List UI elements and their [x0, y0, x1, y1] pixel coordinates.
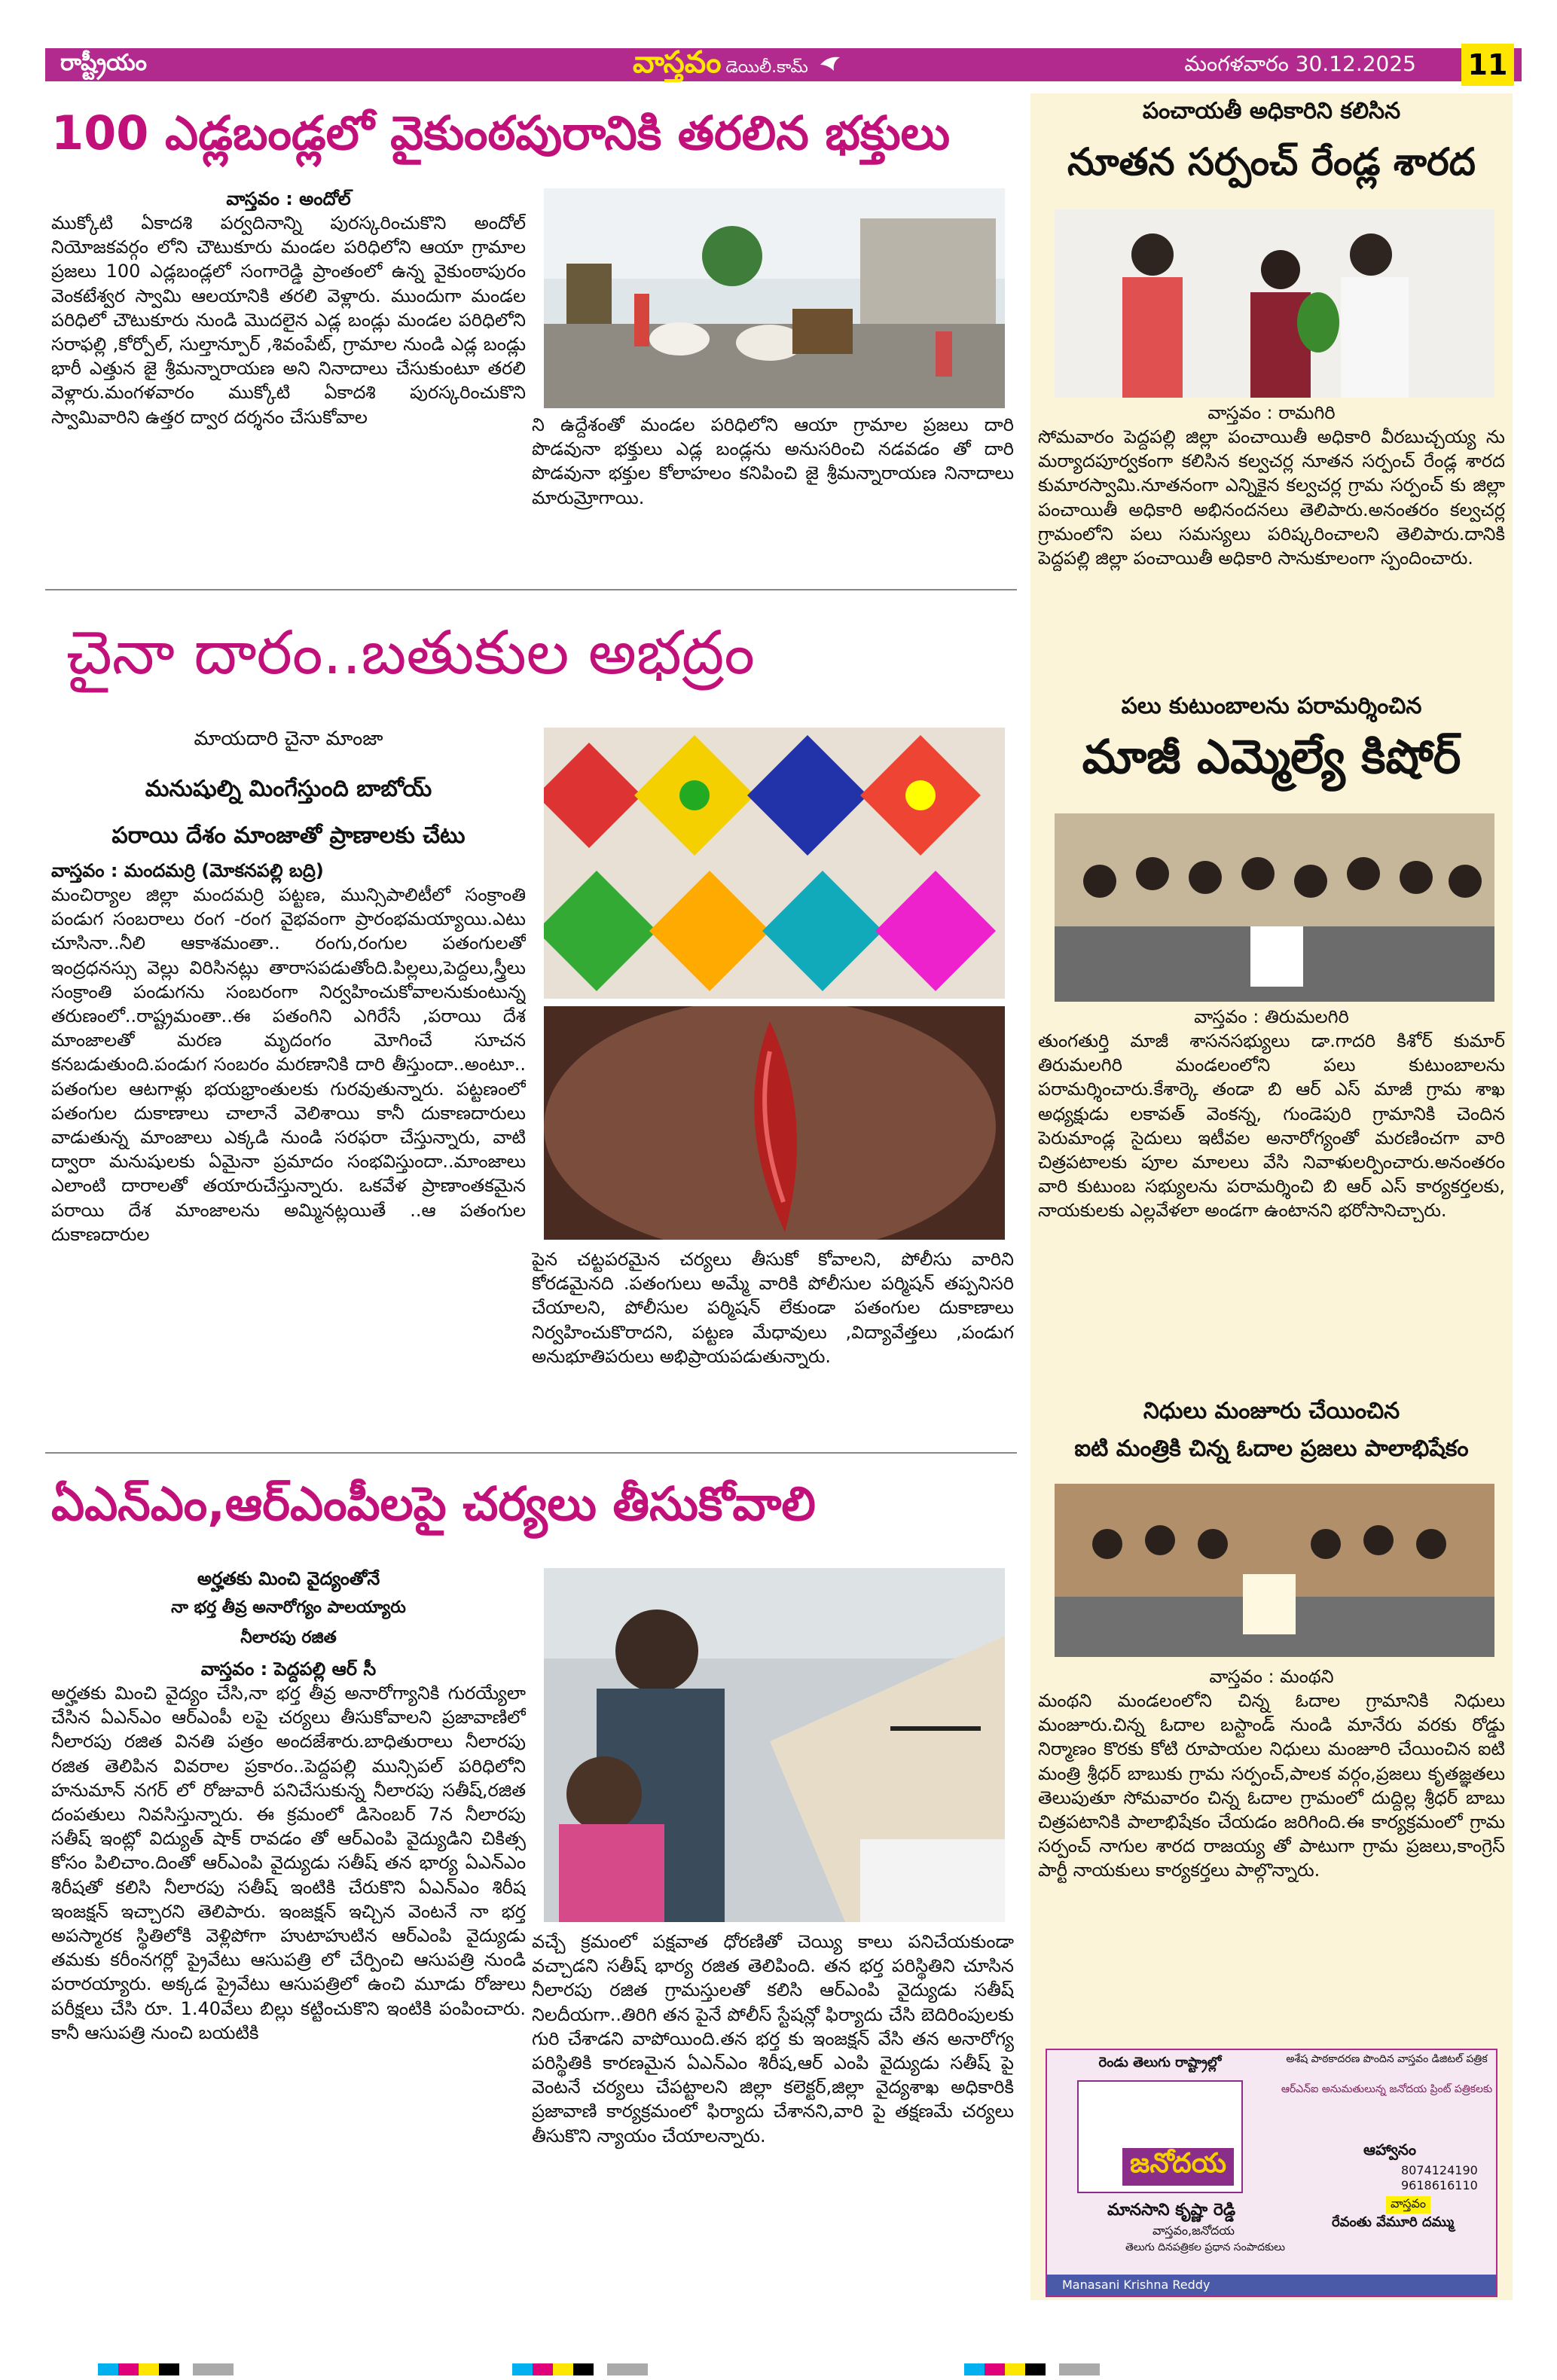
- side1-col: [1038, 401, 1505, 681]
- masthead-logo: [633, 45, 841, 87]
- side3-dateline: వాస్తవం : మంథని: [1209, 1666, 1334, 1687]
- ad-top: రెండు తెలుగు రాష్ట్రాల్లో: [1098, 2055, 1222, 2070]
- palabhishekam-photo: [1055, 1484, 1494, 1657]
- side1-headline: నూతన సర్పంచ్ రేండ్ల శారద: [1067, 140, 1476, 184]
- ad-right1: అశేష పాఠకాదరణ పొందిన వాస్తవం డిజిటల్ పత్రిక: [1286, 2053, 1488, 2065]
- ad-role1: వాస్తవం,జనోదయ: [1152, 2223, 1235, 2238]
- side3-headline: ఐటి మంత్రికి చిన్న ఓదాల ప్రజలు పాలాభిషేకం: [1074, 1436, 1469, 1462]
- story3-col1: [51, 1657, 526, 2305]
- bullock-carts-photo: [544, 188, 1005, 408]
- story1-col2: [532, 413, 1014, 584]
- ad-phone2: 9618616110: [1401, 2178, 1478, 2192]
- story1-dateline: వాస్తవం : అందోల్: [226, 188, 351, 209]
- ad-brand: జనోదయ: [1122, 2148, 1234, 2186]
- logo-sub: డెయిలీ.కామ్: [725, 58, 808, 77]
- story2-dateline: వాస్తవం : మందమర్రి (మోకనపల్లి బద్రి): [51, 860, 324, 881]
- ad-apply: ఆహ్వానం: [1363, 2140, 1416, 2159]
- story1-body1: ముక్కోటి ఏకాదశి పర్వదినాన్ని పురస్కరించుకొని అందోల్ నియోజకవర్గం లోని చౌటుకూరు మండల పరిధిలోని ఆయా గ్రామాల ప్రజలు 100 ఎడ్లబండ్లలో సంగారెడ్డి ప్రాంతంలో ఉన్న వైకుంఠాపురం వెంకటేశ్వర స్వామి ఆలయానికి తరలి వెళ్లారు. ముందుగా మండల పరిధిలో చౌటుకూరు నుండి మొదలైన ఎడ్ల బండ్లు మండల పరిధిలోని సరాఫల్లి ,కోర్పోల్, సుల్తాన్పూర్ ,శివంపేట్, గ్రామాల నుండి ఎడ్ల బండ్లు భారీ ఎత్తున జై శ్రీమన్నారాయణ అని నినాదాలు చేసుకుంటూ తరలి వెళ్లారు.మంగళవారం ముక్కోటి ఏకాదశి పురస్కరించుకొని స్వామివారిని ఉత్తర ద్వార దర్శనం చేసుకోవాల: [51, 212, 526, 428]
- ad-caption: Manasani Krishna Reddy: [1047, 2275, 1497, 2296]
- story3-col2: [532, 1930, 1014, 2305]
- story2-headline: చైనా దారం..బతుకుల అభద్రం: [66, 618, 755, 688]
- page-header: [45, 45, 1522, 81]
- print-registration-marks: [98, 2363, 234, 2375]
- side1-dateline: వాస్తవం : రామగిరి: [1207, 402, 1336, 423]
- section-label: రాష్ట్రీయం: [60, 50, 147, 76]
- print-registration-marks: [964, 2363, 1100, 2375]
- ad-label: వాస్తవం: [1386, 2196, 1430, 2214]
- kites-photo: [544, 728, 1005, 999]
- side2-dateline: వాస్తవం : తిరుమలగిరి: [1194, 1006, 1349, 1027]
- story3-headline: ఏఎన్ఎం,ఆర్ఎంపీలపై చర్యలు తీసుకోవాలి: [51, 1476, 816, 1531]
- logo-text: వాస్తవం: [633, 45, 722, 80]
- story3-dateline: వాస్తవం : పెద్దపల్లి ఆర్ సీ: [200, 1658, 377, 1680]
- story2-col1: [51, 859, 526, 1446]
- divider: [45, 589, 1017, 590]
- story2-col2: [532, 1247, 1014, 1446]
- story1-body2: ని ఉద్దేశంతో మండల పరిధిలోని ఆయా గ్రామాల ప్రజలు దారి పొడవునా భక్తులు ఎడ్ల బండ్లను అనుసరించి నడవడం తో దారి పొడవునా భక్తుల కోలాహలం కనిపించి జై శ్రీమన్నారాయణ నినాదాలు మారుమ్రోగాయి.: [532, 414, 1014, 508]
- divider: [45, 1452, 1017, 1454]
- ad-right2: ఆర్ఎన్ఐ అనుమతులున్న జనోదయ ప్రింట్ పత్రికలకు: [1281, 2083, 1493, 2095]
- injury-photo: [544, 1006, 1005, 1240]
- side2-headline: మాజీ ఎమ్మెల్యే కిషోర్: [1082, 729, 1461, 784]
- story2-sub3: పరాయి దేశం మాంజాతో ప్రాణాలకు చేటు: [111, 822, 466, 849]
- story2-sub1: మాయదారి చైనా మాంజా: [194, 728, 383, 750]
- side3-body: మంథని మండలంలోని చిన్న ఓదాల గ్రామానికి నిధులు మంజూరు.చిన్న ఓదాల బస్టాండ్ నుండి మానేరు వరకు రోడ్డు నిర్మాణం కొరకు కోటి రూపాయల నిధులు మంజూరి చేయించిన ఐటి మంత్రి శ్రీధర్ బాబుకు గ్రామ సర్పంచ్,పాలక వర్గం,ప్రజలు కృతజ్ఞతలు తెలుపుతూ సోమవారం చిన్న ఓదాల గ్రామంలో దుద్దిల్ల శ్రీధర్ బాబు చిత్రపటానికి పాలాభిషేకం చేయడం జరిగింది.ఈ కార్యక్రమంలో గ్రామ సర్పంచ్ నాగుల శారద రాజయ్య తో పాటుగా గ్రామ ప్రజలు,కాంగ్రెస్ పార్టీ నాయకులు కార్యకర్తలు పాల్గొన్నారు.: [1038, 1690, 1505, 1881]
- story2-body1: మంచిర్యాల జిల్లా మందమర్రి పట్టణ, మున్సిపాలిటీలో సంక్రాంతి పండుగ సంబరాలు రంగ -రంగ వైభవంగా ప్రారంభమయ్యాయి.ఎటు చూసినా..నీలి ఆకాశమంతా.. రంగు,రంగుల పతంగులతో ఇంద్రధనస్సు వెల్లు విరిసినట్లు తారాసపడుతోంది.పిల్లలు,పెద్దలు,స్త్రీలు సంక్రాంతి పండుగను సంబరంగా నిర్వహించుకోవాలనుకుంటున్న తరుణంలో..రాష్ట్రమంతా..ఈ పతంగిని ఎగిరేసే ,పరాయి దేశ మాంజాలతో మరణ మృదంగం మోగించే సూచన కనబడుతుంది.పండుగ సంబరం మరణానికి దారి తీస్తుందా..అంటూ.. పతంగుల ఆటగాళ్లు భయభ్రాంతులకు గురవుతున్నారు. పట్టణంలో పతంగుల దుకాణాలు చాలానే వెలిశాయి కానీ దుకాణదారులు వాడుతున్న మాంజాలు ఎక్కడి నుండి సరఫరా చేస్తున్నారు, వాటి ద్వారా మనుషులకు ఏమైనా ప్రమాదం సంభవిస్తుందా..మాంజాలు ఎలాంటి దారాలతో తయారుచేస్తున్నారు. ఒకవేళ ప్రాణాంతకమైన పరాయి దేశ మాంజాలను అమ్మినట్లయితే ..ఆ పతంగుల దుకాణదారుల: [51, 884, 526, 1245]
- story1-headline: 100 ఎడ్లబండ్లలో వైకుంఠపురానికి తరలిన భక్తులు: [51, 105, 951, 160]
- ad-name: మానసాని కృష్ణా రెడ్డి: [1107, 2201, 1236, 2220]
- advertisement: [1046, 2049, 1497, 2297]
- side1-kicker: పంచాయతీ అధికారిని కలిసిన: [1142, 98, 1401, 124]
- issue-date: మంగళవారం 30.12.2025: [1184, 51, 1416, 76]
- story3-body1: అర్హతకు మించి వైద్యం చేసి,నా భర్త తీవ్ర అనారోగ్యానికి గురయ్యేలా చేసిన ఏఎన్ఎం ఆర్ఎంపీ లపై చర్యలు తీసుకోవాలని ప్రజావాణిలో నీలారపు రజిత వినతి పత్రం అందజేశారు.బాధితురాలు నీలారపు రజిత తెలిపిన వివరాల ప్రకారం..పెద్దపల్లి మున్సిపల్ పరిధిలోని హనుమాన్ నగర్ లో రోజువారీ పనిచేసుకున్న నీలారపు సతీష్,రజిత దంపతులు నివసిస్తున్నారు. ఈ క్రమంలో డిసెంబర్ 7న నీలారపు సతీష్ ఇంట్లో విద్యుత్ షాక్ రావడం తో ఆర్ఎంపి వైద్యుడిని చికిత్స కోసం పిలిచాం.దింతో ఆర్ఎంపి వైద్యుడు సతీష్ తన భార్య ఏఎన్ఎం శిరీషతో కలిసి నీలారపు సతీష్ ఇంటికి చేరుకొని ఏఎన్ఎం శిరీష ఇంజక్షన్ ఇచ్చారని తెలిపారు. ఇంజక్షన్ ఇచ్చిన వెంటనే నా భర్త అపస్మారక స్థితిలోకి వెళ్లిపోగా హుటాహుటిన ఆర్ఎంపి వైద్యుడు తమకు కరీంనగర్లో ప్రైవేటు ఆసుపత్రి లో చేర్పించి ఆసుపత్రి నుండి పరారయ్యారు. అక్కడ ప్రైవేటు ఆసుపత్రిలో ఉంచి మూడు రోజులు పరీక్షలు చేసి రూ. 1.40వేలు బిల్లు కట్టించుకొని ఇంటికి పంపించారు. కానీ ఆసుపత్రి నుంచి బయటికి: [51, 1683, 526, 2043]
- prajavani-photo: [544, 1568, 1005, 1922]
- story2-sub2: మనుషుల్ని మింగేస్తుంది బాబోయ్: [145, 776, 432, 802]
- family-visit-photo: [1055, 813, 1494, 1002]
- story3-body2: వచ్చే క్రమంలో పక్షవాత ధోరణితో చెయ్యి కాలు పనిచేయకుండా వచ్చాడని సతీష్ భార్య రజిత తెలిపింది. తన భర్త పరిస్థితిని చూసిన నీలారపు రజిత గ్రామస్తులతో కలిసి ఆర్ఎంపి వైద్యుడు సతీష్ నిలదీయగా..తిరిగి తన పైనే పోలీస్ స్టేషన్లో ఫిర్యాదు చేసి బెదిరింపులకు గురి చేశాడని వాపోయింది.తన భర్త కు ఇంజక్షన్ వేసి తన అనారోగ్య పరిస్థితికి కారణమైన ఏఎన్ఎం శిరీష,ఆర్ ఎంపి వైద్యుడు సతీష్ పై వెంటనే చర్యలు చేపట్టాలని జిల్లా కలెక్టర్,జిల్లా వైద్యశాఖ అధికారికి ప్రజావాణి కార్యక్రమంలో ఫిర్యాదు చేశానని,వారి పై తక్షణమే చర్యలు తీసుకొని న్యాయం చేయాలన్నారు.: [532, 1931, 1014, 2147]
- story3-sub1: అర్హతకు మించి వైద్యంతోనే: [197, 1568, 380, 1589]
- dove-icon: [819, 54, 841, 74]
- side3-kicker: నిధులు మంజూరు చేయించిన: [1143, 1398, 1400, 1424]
- side1-body: సోమవారం పెద్దపల్లి జిల్లా పంచాయితీ అధికారి వీరబుచ్చయ్య ను మర్యాదపూర్వకంగా కలిసిన కల్వచర్ల నూతన సర్పంచ్ రేండ్ల శారద కుమారస్వామి.నూతనంగా ఎన్నికైన కల్వచర్ల గ్రామ సర్పంచ్ కు జిల్లా పంచాయితీ అధికారి అభినందనలు తెలిపారు.అనంతరం కల్వచర్ల గ్రామంలోని పలు సమస్యలు పరిష్కరించాలని తెలిపారు.దానికి పెద్దపల్లి జిల్లా పంచాయితీ అధికారి సానుకూలంగా స్పందించారు.: [1038, 426, 1505, 569]
- ad-phone1: 8074124190: [1401, 2163, 1478, 2177]
- ad-right-name: రేవంతు వేమూరి దమ్ము: [1332, 2214, 1455, 2230]
- side3-col: [1038, 1664, 1505, 2035]
- page-number: 11: [1461, 44, 1514, 86]
- side2-col: [1038, 1005, 1505, 1375]
- sarpanch-photo: [1055, 209, 1494, 398]
- story3-sub2: నా భర్త తీవ్ర అనారోగ్యం పాలయ్యారు: [171, 1598, 406, 1617]
- story1-col1: [51, 187, 526, 581]
- ad-role2: తెలుగు దినపత్రికల ప్రధాన సంపాదకులు: [1125, 2241, 1285, 2253]
- side2-kicker: పలు కుటుంబాలను పరామర్శించిన: [1121, 693, 1422, 719]
- side2-body: తుంగతుర్తి మాజీ శాసనసభ్యులు డా.గాదరి కిశోర్ కుమార్ తిరుమలగిరి మండలంలోని పలు కుటుంబాలను పరామర్శించారు.కేశార్కె తండా బి ఆర్ ఎస్ మాజీ గ్రామ శాఖ అధ్యక్షుడు లకావత్ వెంకన్న, గుండెపురి గ్రామానికి చెందిన పెరుమాండ్ల సైదులు ఇటీవల అనారోగ్యంతో మరణించగా వారి చిత్రపటాలకు పూల మాలలు వేసి నివాళులర్పించారు.అనంతరం వారి కుటుంబ సభ్యులను పరామర్శించి బి ఆర్ ఎస్ కార్యకర్తలకు, నాయకులకు ఎల్లవేళలా అండగా ఉంటానని భరోసానిచ్చారు.: [1038, 1030, 1505, 1222]
- story3-sub3: నీలారపు రజిత: [240, 1628, 337, 1647]
- print-registration-marks: [512, 2363, 648, 2375]
- story2-body2: పైన చట్టపరమైన చర్యలు తీసుకో కోవాలని, పోలీసు వారిని కోరడమైనది .పతంగులు అమ్మే వారికి పోలీసుల పర్మిషన్ తప్పనిసరి చేయాలని, పోలీసుల పర్మిషన్ లేకుండా పతంగుల దుకాణాలు నిర్వహించుకొరాదని, పట్టణ మేధావులు ,విద్యావేత్తలు ,పండుగ అనుభూతిపరులు అభిప్రాయపడుతున్నారు.: [532, 1249, 1014, 1367]
